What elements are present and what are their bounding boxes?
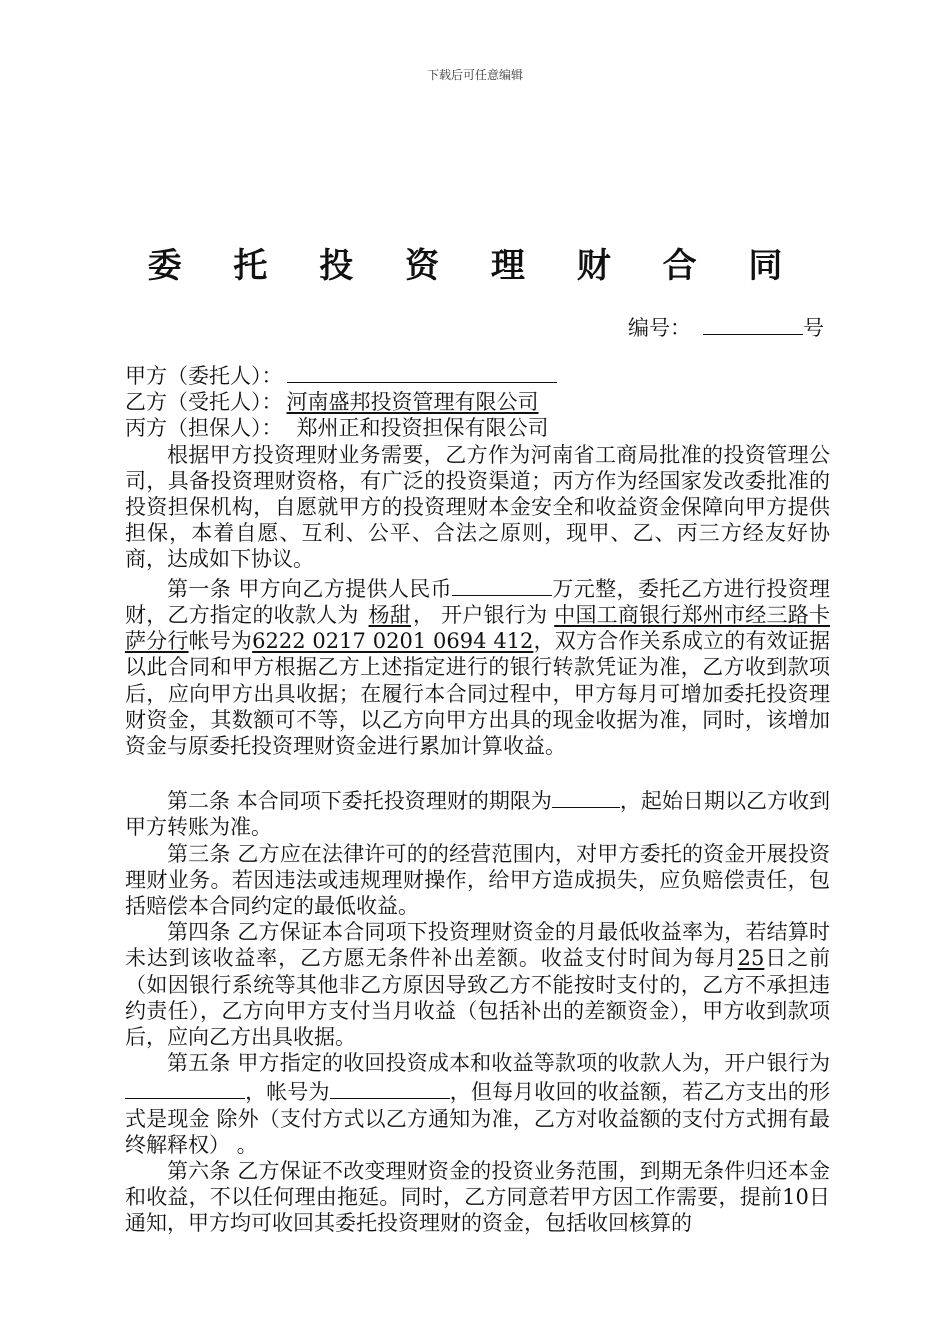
article-3: 第三条 乙方应在法律许可的的经营范围内，对甲方委托的资金开展投资理财业务。若因违法或违规理财操作，给甲方造成损失，应负赔偿责任，包括赔偿本合同约定的最低收益。 [125,841,830,918]
party-c-line [125,415,830,441]
document-title: 委 托 投 资 理 财 合 同 [147,246,803,286]
article-4 [125,919,830,1050]
article-2-part2: ，起始日期以乙方收到甲方转账为准。 [125,789,830,840]
contract-number-blank [703,312,803,335]
party-a-line [125,360,830,389]
payment-day: 25 [737,946,765,971]
article-4-part2: 日之前（如因银行系统等其他非乙方原因导致乙方不能按时支付的，乙方不承担违约责任），乙方向甲方支付当月收益（包括补出的差额资金），甲方收到款项后，应向乙方出具收据。 [125,946,830,1050]
article-5 [125,1050,830,1158]
article-2-part1: 第二条 本合同项下委托投资理财的期限为 [167,789,552,814]
article-1-part3: ， 开户银行为 [413,602,555,627]
bank-blank [125,1076,245,1099]
party-b-value: 河南盛邦投资管理有限公司 [286,390,539,415]
article-1-part1: 第一条 甲方向乙方提供人民币 [167,576,453,601]
article-1-part5: ，双方合作关系成立的有效证据以此合同和甲方根据乙方上述指定进行的银行转款凭证为准，乙方收到款项后，应向甲方出具收据；在履行本合同过程中，甲方每月可增加委托投资理财资金，其数额可不等，以乙方向甲方出具的现金收据为准，同时，该增加资金与原委托投资理财资金进行累加计算收益。 [125,629,831,758]
contract-number-label: 编号： [628,316,691,341]
paragraph-gap [125,759,830,785]
article-4-part1: 第四条 乙方保证本合同项下投资理财资金的月最低收益率为，若结算时未达到该收益率，乙方愿无条件补出差额。收益支付时间为每月 [125,920,830,971]
article-6: 第六条 乙方保证不改变理财资金的投资业务范围，到期无条件归还本金和收益，不以任何理由拖延。同时，乙方同意若甲方因工作需要，提前10日通知，甲方均可收回其委托投资理财的资金，包括收回核算的 [125,1159,830,1236]
payee-name: 杨甜 [368,602,412,627]
term-blank [552,785,620,808]
article-1-part4: 帐号为 [188,629,253,654]
article-1-part2: 万元整，委托乙方进行投资理财，乙方指定的收款人为 [125,576,830,627]
intro-paragraph: 根据甲方投资理财业务需要，乙方作为河南省工商局批准的投资管理公司，具备投资理财资格，有广泛的投资渠道；丙方作为经国家发改委批准的投资担保机构，自愿就甲方的投资理财本金安全和收益资金保障向甲方提供担保，本着自愿、互利、公平、合法之原则，现甲、乙、丙三方经友好协商，达成如下协议。 [125,442,830,572]
party-c-value: 郑州正和投资担保有限公司 [296,416,549,441]
article-5-part2: ，帐号为 [245,1080,330,1105]
article-1 [125,573,830,759]
account-number: 6222 0217 0201 0694 412 [252,629,534,654]
contract-body [125,360,830,1237]
amount-blank [452,573,552,596]
contract-number-suffix: 号 [803,316,824,341]
party-a-label: 甲方（委托人）： [125,364,283,389]
header-note: 下载后可任意编辑 [426,68,523,82]
party-b-line [125,389,830,415]
article-5-part3: ，但每月收回的收益额，若乙方支出的形式是现金 除外（支付方式以乙方通知为准，乙方对收益额的支付方式拥有最终解释权） 。 [125,1080,831,1157]
party-a-blank [287,360,557,383]
party-c-label: 丙方（担保人）： [125,416,283,441]
article-5-part1: 第五条 甲方指定的收回投资成本和收益等款项的收款人为，开户银行为 [167,1051,830,1076]
contract-number [628,312,824,342]
party-b-label: 乙方（受托人）： [125,390,283,415]
bank-name: 中国工商银行郑州市经三路卡萨分行 [125,602,830,654]
article-2 [125,785,830,840]
account-blank [330,1076,450,1099]
